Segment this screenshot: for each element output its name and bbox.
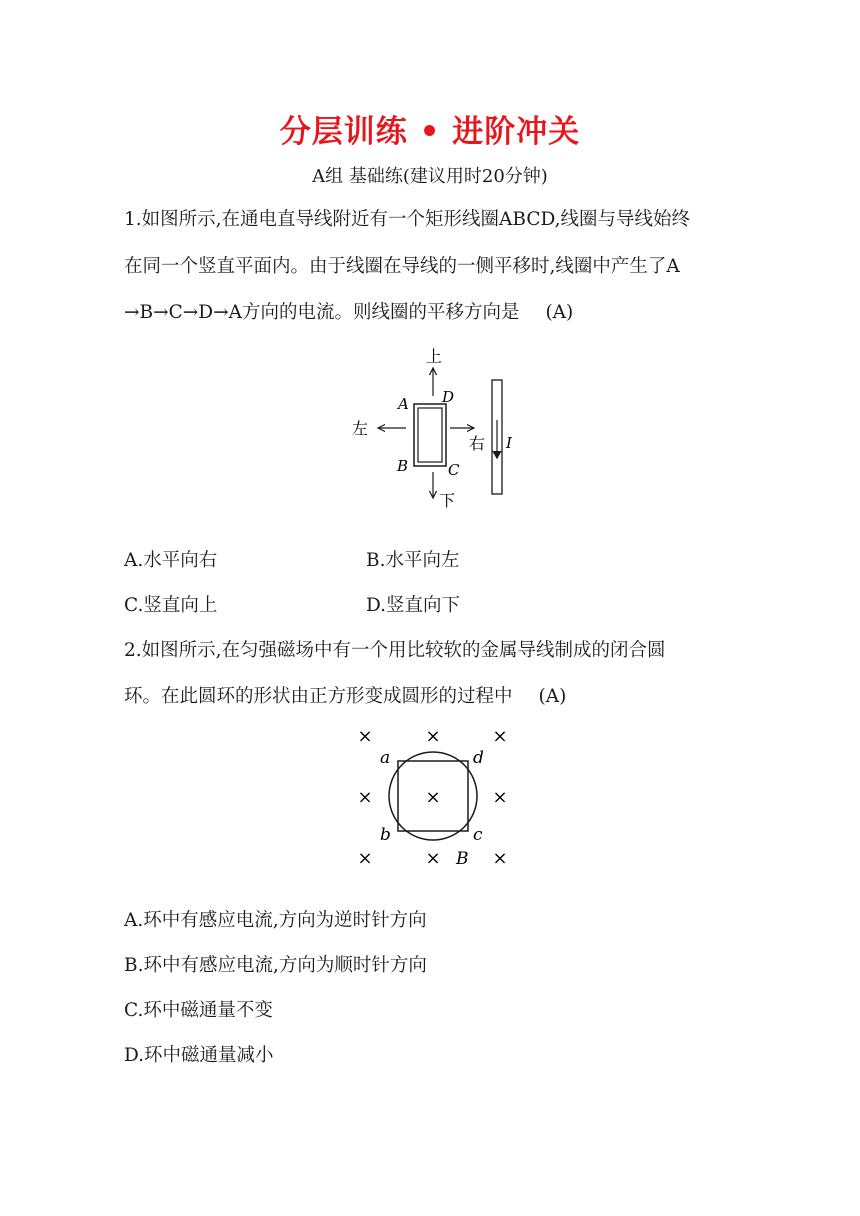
label-b: b (380, 825, 391, 845)
cross: × (357, 787, 373, 808)
coil-outer (414, 404, 446, 466)
label-C: C (448, 461, 460, 479)
q1-option-b: B.水平向左 (366, 550, 460, 571)
label-B: B (397, 457, 409, 475)
q1-answer: (A) (545, 302, 574, 323)
label-up: 上 (426, 347, 443, 366)
section-subtitle: A组 基础练(建议用时20分钟) (312, 166, 548, 187)
label-B-field: B (456, 849, 469, 869)
q1-stem-line-3 (124, 298, 573, 324)
cross: × (492, 848, 508, 869)
q1-stem-line-2: 在同一个竖直平面内。由于线圈在导线的一侧平移时,线圈中产生了A (124, 256, 680, 277)
q2-stem-text: 环。在此圆环的形状由正方形变成圆形的过程中 (124, 686, 513, 707)
q1-stem-line-1: 1.如图所示,在通电直导线附近有一个矩形线圈ABCD,线圈与导线始终 (124, 209, 691, 230)
q1-option-c: C.竖直向上 (124, 595, 218, 616)
label-a: a (380, 748, 391, 768)
label-right: 右 (469, 434, 486, 453)
label-down: 下 (439, 491, 456, 510)
label-c: c (473, 825, 483, 845)
q2-stem-line-2 (124, 682, 566, 708)
q1-option-d: D.竖直向下 (366, 595, 461, 616)
label-left: 左 (352, 419, 369, 438)
cross: × (357, 848, 373, 869)
q2-option-a: A.环中有感应电流,方向为逆时针方向 (124, 910, 427, 931)
q2-figure (0, 720, 860, 870)
q2-option-d: D.环中磁通量减小 (124, 1045, 274, 1066)
cross: × (492, 726, 508, 747)
cross: × (492, 787, 508, 808)
q2-answer: (A) (538, 686, 567, 707)
cross: × (425, 848, 441, 869)
q2-stem-line-1: 2.如图所示,在匀强磁场中有一个用比较软的金属导线制成的闭合圆 (124, 640, 666, 661)
q2-option-b: B.环中有感应电流,方向为顺时针方向 (124, 955, 427, 976)
label-d: d (473, 748, 484, 768)
label-D: D (442, 388, 455, 406)
label-A: A (398, 395, 409, 413)
coil-inner (418, 408, 442, 462)
cross: × (357, 726, 373, 747)
cross: × (425, 787, 441, 808)
label-I: I (506, 434, 512, 452)
cross: × (425, 726, 441, 747)
q1-option-a: A.水平向右 (124, 550, 218, 571)
page-title: 分层训练 • 进阶冲关 (279, 114, 581, 150)
q2-option-c: C.环中磁通量不变 (124, 1000, 273, 1021)
q1-figure (0, 340, 860, 520)
q1-stem-text: →B→C→D→A方向的电流。则线圈的平移方向是 (124, 302, 520, 323)
